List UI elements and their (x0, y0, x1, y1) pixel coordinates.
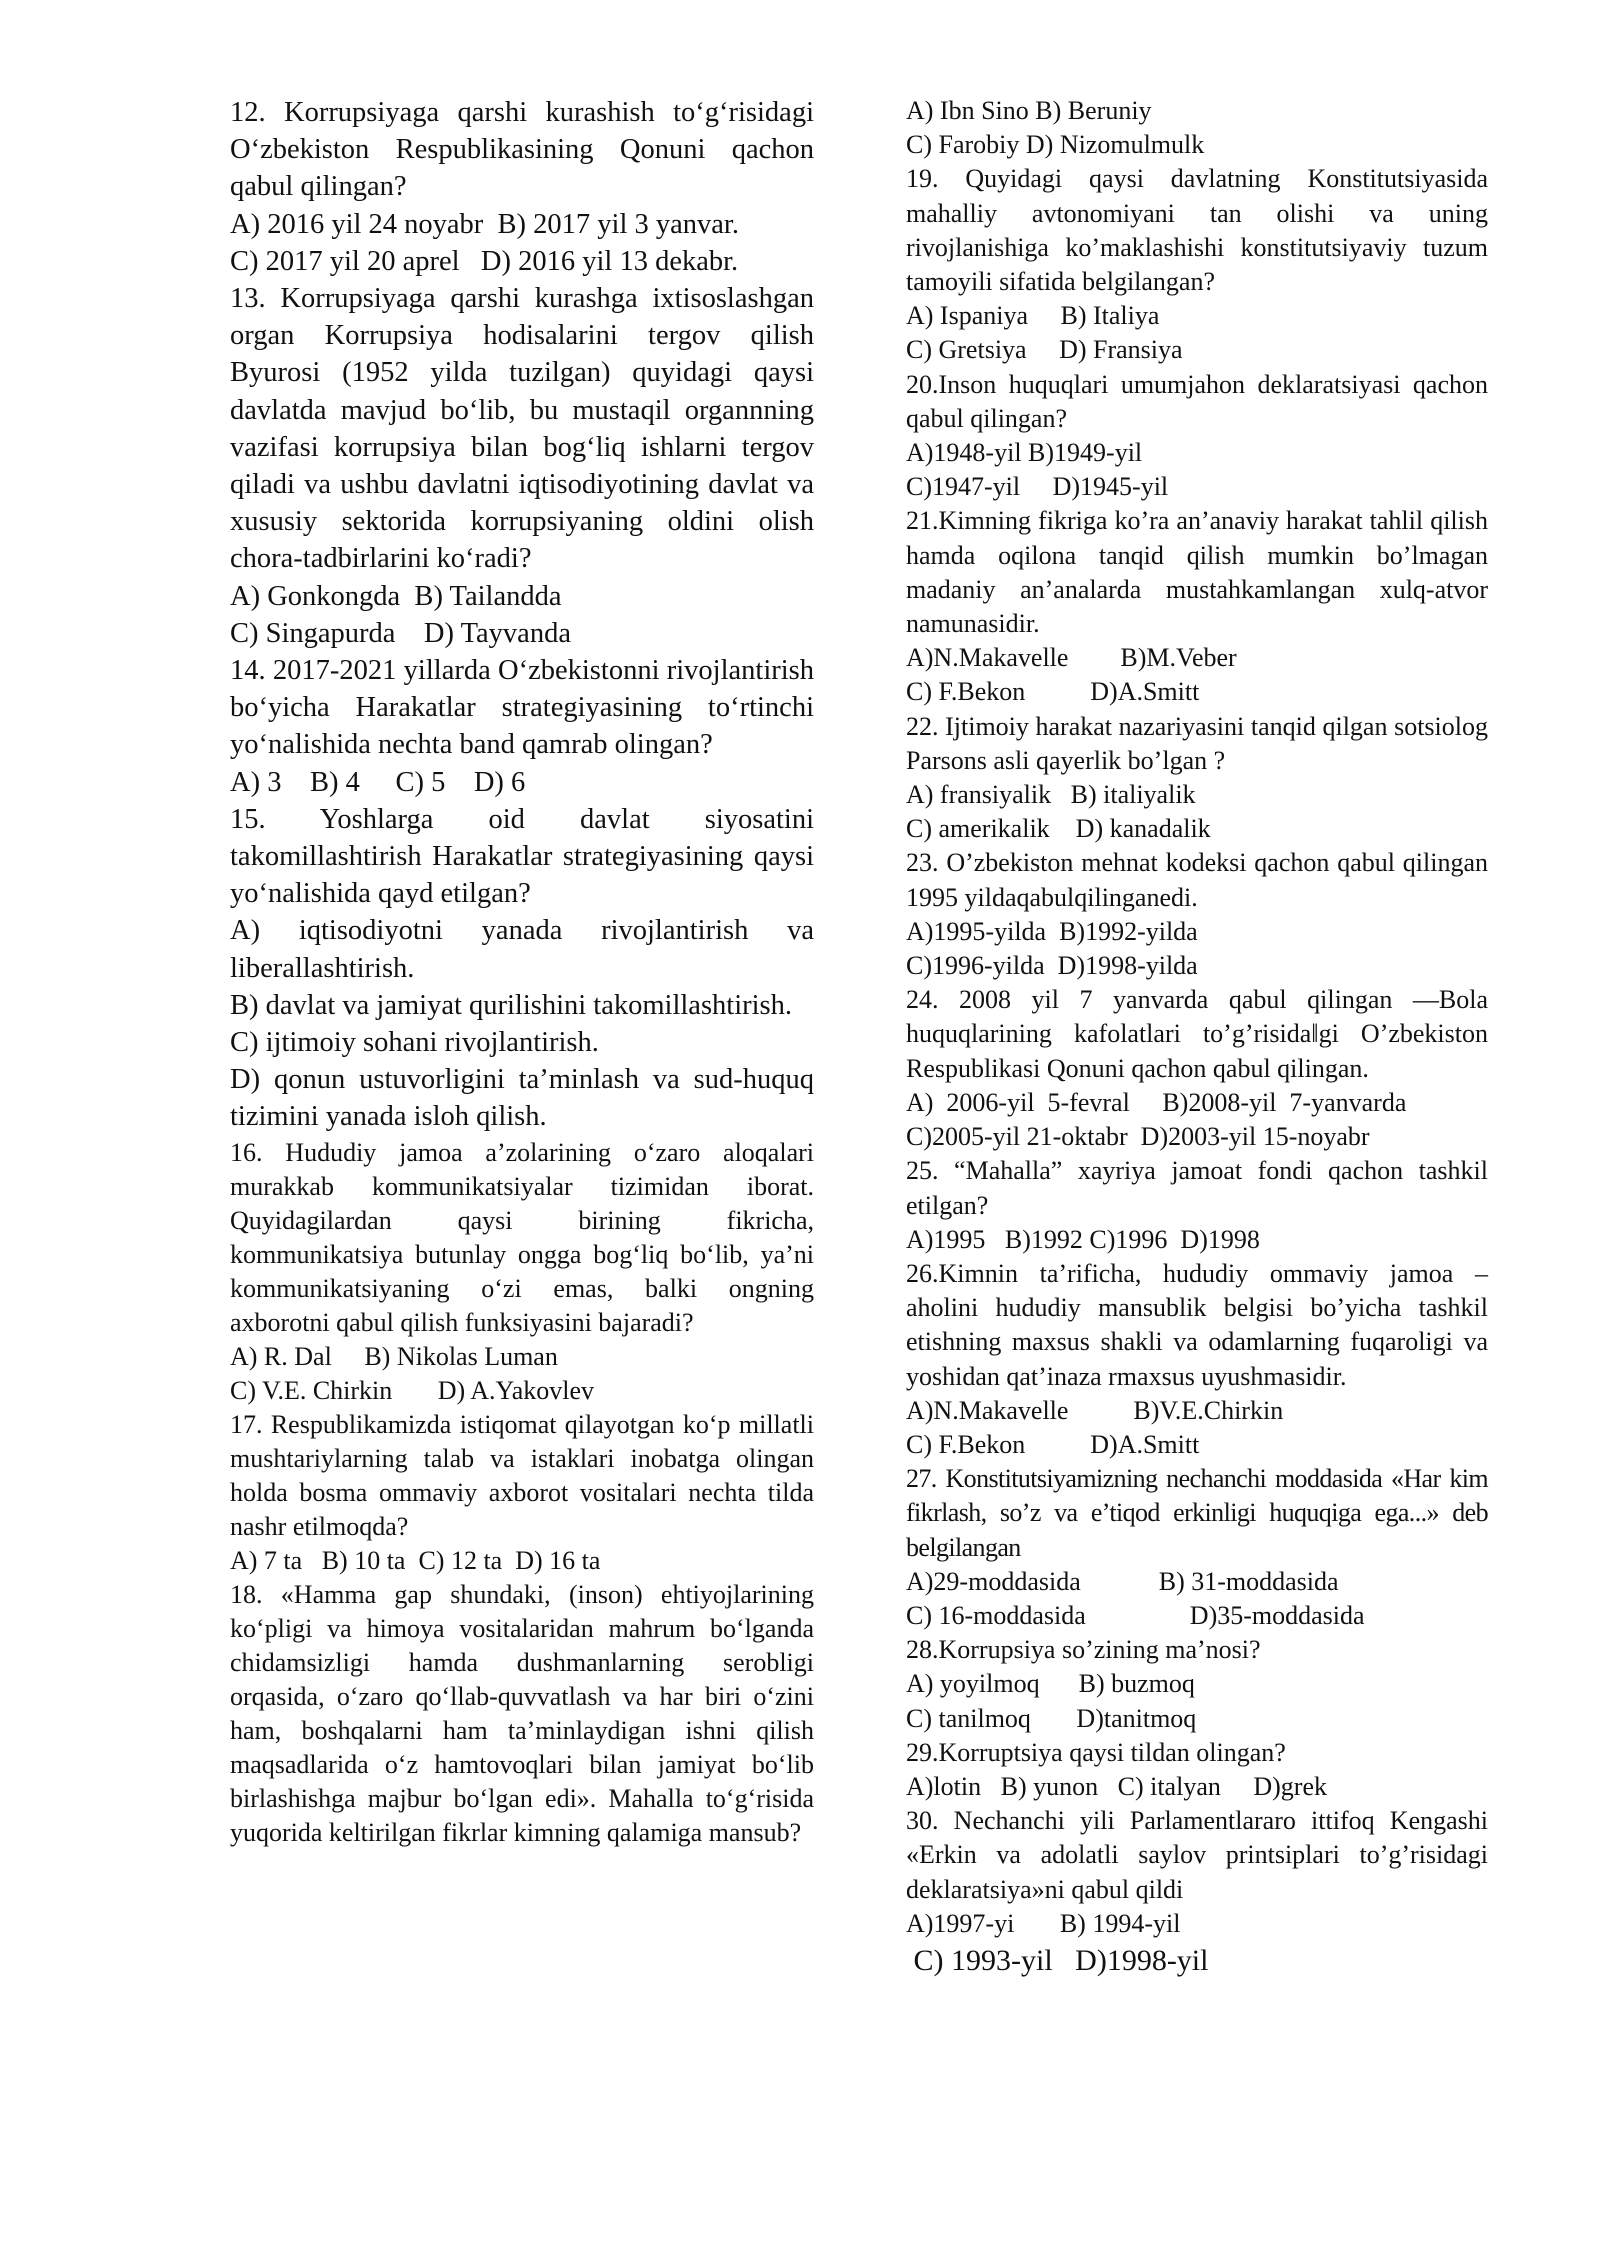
answer-line: D) qonun ustuvorligini ta’minlash va sud-huquq tizimini yanada isloh qilish. (230, 1064, 814, 1133)
answer-line: A) Ispaniya B) Italiya (906, 301, 1160, 331)
question-15 (230, 801, 814, 1136)
question-18 (230, 1578, 814, 1850)
answer-line: C) 16-moddasida D)35-moddasida (906, 1600, 1365, 1630)
answer-line: A) 2016 yil 24 noyabr B) 2017 yil 3 yanvar. (230, 208, 739, 240)
question-12 (230, 94, 814, 280)
answer-line: A)29-moddasida B) 31-moddasida (906, 1566, 1339, 1596)
answer-line: C) F.Bekon D)A.Smitt (906, 1429, 1200, 1459)
answer-line: A)lotin B) yunon C) italyan D)grek (906, 1771, 1327, 1801)
question-17 (230, 1408, 814, 1578)
question-text: 26.Kimnin ta’rificha, hududiy ommaviy jamoa – aholini hududiy mansublik belgisi bo’yicha tashkil etishning maxsus shakli va odamlarning fuqaroligi va yoshidan qat’inaza rmaxsus uyushmasidir. (906, 1258, 1488, 1391)
question-text: 12. Korrupsiyaga qarshi kurashish to‘g‘risidagi O‘zbekiston Respublikasining Qonuni qachon qabul qilingan? (230, 97, 814, 203)
answer-line: A) R. Dal B) Nikolas Luman (230, 1341, 558, 1371)
question-text: 25. “Mahalla” xayriya jamoat fondi qachon tashkil etilgan? (906, 1156, 1488, 1220)
answer-line: A)1995-yilda B)1992-yilda (906, 916, 1198, 946)
question-28 (906, 1633, 1488, 1736)
answer-line: C) Singapurda D) Tayvanda (230, 617, 571, 649)
question-18-answers (906, 94, 1488, 162)
answer-line: C)2005-yil 21-oktabr D)2003-yil 15-noyabr (906, 1122, 1370, 1152)
question-text: 15. Yoshlarga oid davlat siyosatini takomillashtirish Harakatlar strategiyasining qaysi yo‘nalishida qayd etilgan? (230, 803, 814, 910)
question-text: 20.Inson huquqlari umumjahon deklaratsiyasi qachon qabul qilingan? (906, 369, 1488, 433)
answer-line: C) 2017 yil 20 aprel D) 2016 yil 13 dekabr. (230, 245, 739, 277)
answer-line: C) amerikalik D) kanadalik (906, 814, 1211, 844)
question-text: 30. Nechanchi yili Parlamentlararo ittifoq Kengashi «Erkin va adolatli saylov printsiplari to’g’risidagi deklaratsiya»ni qabul qildi (906, 1806, 1488, 1904)
question-24 (906, 983, 1488, 1154)
question-14 (230, 652, 814, 801)
question-text: 21.Kimning fikriga ko’ra an’anaviy harakat tahlil qilish hamda oqilona tanqid qilish mumkin bo’lmagan madaniy an’analarda mustahkamlangan xulq-atvor namunasidir. (906, 506, 1488, 639)
answer-line: A) 3 B) 4 C) 5 D) 6 (230, 766, 526, 798)
answer-line: C) ijtimoiy sohani rivojlantirish. (230, 1027, 599, 1059)
answer-line: A) 2006-yil 5-fevral B)2008-yil 7-yanvarda (906, 1087, 1407, 1117)
question-text: 14. 2017-2021 yillarda O‘zbekistonni rivojlantirish bo‘yicha Harakatlar strategiyasining to‘rtinchi yo‘nalishida nechta band qamrab olingan? (230, 655, 814, 761)
answer-line: C) F.Bekon D)A.Smitt (906, 677, 1200, 707)
question-22 (906, 710, 1488, 847)
answer-line: C) V.E. Chirkin D) A.Yakovlev (230, 1375, 595, 1405)
question-text: 19. Quyidagi qaysi davlatning Konstitutsiyasida mahalliy avtonomiyani tan olishi va uning rivojlanishiga ko’maklashishi konstitutsiyaviy tuzum tamoyili sifatida belgilangan? (906, 164, 1488, 297)
answer-line: A)1997-yi B) 1994-yil (906, 1908, 1181, 1938)
answer-line: C) 1993-yil D)1998-yil (906, 1943, 1209, 1977)
question-text: 18. «Hamma gap shundaki, (inson) ehtiyojlarining ko‘pligi va himoya vositalaridan mahrum bo‘lganda chidamsizligi hamda dushmanlarning serobligi orqasida, o‘zaro qo‘llab-quvvatlash va har biri o‘zini ham, boshqalarni ham ta’minlaydigan ishni qilish maqsadlarida o‘z hamtovoqlari bilan jamiyat bo‘lib birlashishga majbur bo‘lgan edi». Mahalla to‘g‘risida yuqorida keltirilgan fikrlar kimning qalamiga mansub? (230, 1579, 814, 1847)
answer-line: A) fransiyalik B) italiyalik (906, 780, 1196, 810)
answer-line: C)1947-yil D)1945-yil (906, 472, 1169, 502)
question-27 (906, 1462, 1488, 1633)
answer-line: A) iqtisodiyotni yanada rivojlantirish va liberallashtirish. (230, 915, 814, 984)
answer-line: A) Ibn Sino B) Beruniy (906, 96, 1152, 125)
question-19 (906, 162, 1488, 367)
question-text: 16. Hududiy jamoa a’zolarining o‘zaro aloqalari murakkab kommunikatsiyalar tizimidan iborat. Quyidagilardan qaysi birining fikricha, kommunikatsiya butunlay ongga bog‘liq bo‘lib, ya’ni kommunikatsiyaning o‘zi emas, balki ongning axborotni qabul qilish funksiyasini bajaradi? (230, 1137, 814, 1337)
question-13 (230, 280, 814, 652)
question-text: 13. Korrupsiyaga qarshi kurashga ixtisoslashgan organ Korrupsiya hodisalarini tergov qilish Byurosi (1952 yilda tuzilgan) quyidagi qaysi davlatda mavjud bo‘lib, bu mustaqil organnning vazifasi korrupsiya bilan bog‘liq ishlarni tergov qiladi va ushbu davlatni iqtisodiyotining davlat va xususiy sektorida korrupsiyaning oldini olish chora-tadbirlarini ko‘radi? (230, 283, 814, 575)
left-column (230, 94, 814, 1850)
question-20 (906, 368, 1488, 505)
answer-line: A)1948-yil B)1949-yil (906, 438, 1143, 468)
answer-line: C)1996-yilda D)1998-yilda (906, 951, 1198, 981)
question-text: 29.Korruptsiya qaysi tildan olingan? (906, 1737, 1286, 1767)
answer-line: A)N.Makavelle B)M.Veber (906, 643, 1237, 673)
answer-line: A)1995 B)1992 C)1996 D)1998 (906, 1224, 1260, 1254)
answer-line: A) 7 ta B) 10 ta C) 12 ta D) 16 ta (230, 1545, 601, 1575)
answer-line: C) tanilmoq D)tanitmoq (906, 1703, 1197, 1733)
answer-line: A) Gonkongda B) Tailandda (230, 580, 562, 612)
question-text: 24. 2008 yil 7 yanvarda qabul qilingan ―Bola huquqlarining kafolatlari to’g’risida‖gi O’zbekiston Respublikasi Qonuni qachon qabul qilingan. (906, 985, 1488, 1083)
answer-line: C) Gretsiya D) Fransiya (906, 335, 1183, 365)
answer-line: B) davlat va jamiyat qurilishini takomillashtirish. (230, 989, 792, 1021)
answer-line: A)N.Makavelle B)V.E.Chirkin (906, 1395, 1284, 1425)
question-text: 17. Respublikamizda istiqomat qilayotgan ko‘p millatli mushtariylarning talab va istaklari inobatga olingan holda bosma ommaviy axborot vositalari nechta tilda nashr etilmoqda? (230, 1409, 814, 1541)
question-text: 28.Korrupsiya so’zining ma’nosi? (906, 1635, 1261, 1665)
question-21 (906, 504, 1488, 709)
question-23 (906, 846, 1488, 983)
answer-line: C) Farobiy D) Nizomulmulk (906, 130, 1205, 160)
answer-line: A) yoyilmoq B) buzmoq (906, 1669, 1195, 1699)
right-column (906, 94, 1488, 1981)
question-text: 27. Konstitutsiyamizning nechanchi moddasida «Har kim fikrlash, so’z va e’tiqod erkinligi huquqiga ega...» deb belgilangan (906, 1464, 1488, 1562)
question-30 (906, 1804, 1488, 1981)
question-25 (906, 1154, 1488, 1257)
question-text: 22. Ijtimoiy harakat nazariyasini tanqid qilgan sotsiolog Parsons asli qayerlik bo’lgan ? (906, 711, 1488, 775)
question-29 (906, 1736, 1488, 1804)
question-26 (906, 1257, 1488, 1462)
question-16 (230, 1136, 814, 1408)
question-text: 23. O’zbekiston mehnat kodeksi qachon qabul qilingan 1995 yildaqabulqilinganedi. (906, 848, 1488, 912)
